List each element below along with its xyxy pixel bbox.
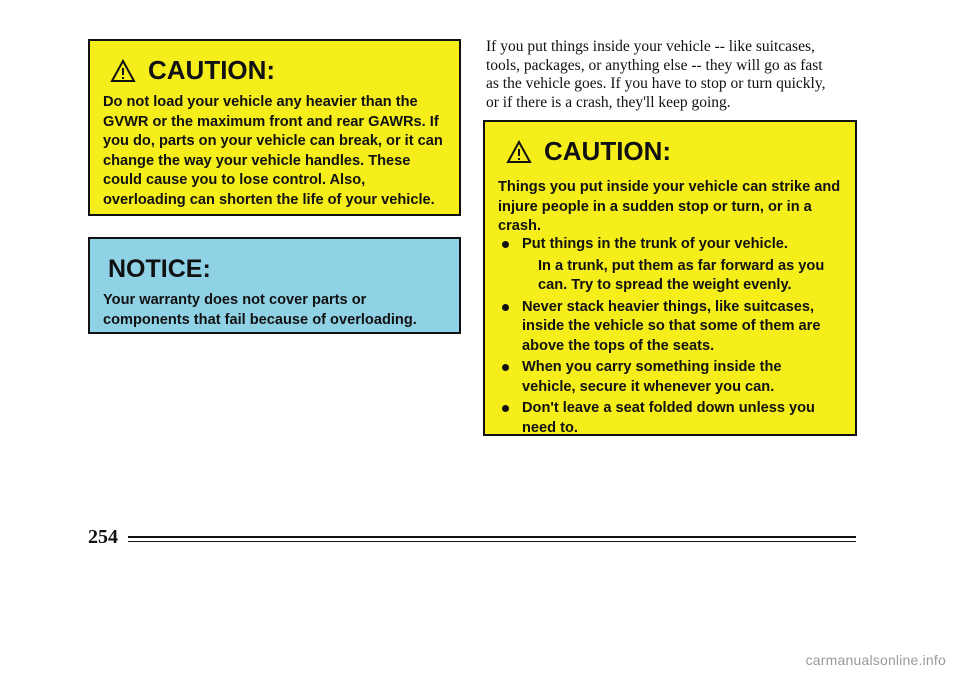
list-item-text: Never stack heavier things, like suitcases, inside the vehicle so that some of them are above the tops of the seats.: [522, 298, 821, 354]
footer-rule-thin: [128, 541, 856, 542]
list-item-text: When you carry something inside the vehicle, secure it whenever you can.: [522, 359, 782, 395]
list-item: [498, 298, 845, 357]
notice-body: Your warranty does not cover parts or components that fail because of overloading.: [103, 292, 417, 328]
notice-box-warranty: [88, 237, 461, 334]
caution-list: [498, 235, 845, 440]
notice-title: NOTICE:: [108, 255, 211, 283]
caution-heading: [110, 55, 275, 86]
bullet-icon: [502, 304, 509, 311]
bullet-icon: [502, 364, 509, 371]
intro-paragraph: If you put things inside your vehicle -- like suitcases, tools, packages, or anything else -- they will go as fast as the vehicle goes. If you have to stop or turn quickly, or if there is a crash, they'll keep going.: [486, 38, 826, 111]
warning-triangle-icon: [110, 59, 136, 83]
caution-title: CAUTION:: [148, 55, 276, 85]
bullet-icon: [502, 241, 509, 248]
caution-heading: [506, 136, 671, 167]
list-item: [498, 235, 845, 255]
caution-title: CAUTION:: [544, 136, 672, 166]
caution-body: Do not load your vehicle any heavier than the GVWR or the maximum front and rear GAWRs. If you do, parts on your vehicle can break, or it can change the way your vehicle handles. These could cause you to lose control. Also, overloading can shorten the life of your vehicle.: [103, 94, 443, 208]
warning-triangle-icon: [506, 140, 532, 164]
list-item: [498, 399, 845, 438]
caution-box-overloading: [88, 39, 461, 216]
list-item-text: Put things in the trunk of your vehicle.: [522, 236, 788, 252]
list-item-text: Don't leave a seat folded down unless you need to.: [522, 400, 815, 436]
page-number: 254: [88, 526, 118, 548]
list-item-subnote: [498, 257, 845, 296]
watermark: carmanualsonline.info: [805, 652, 946, 668]
bullet-icon: [502, 405, 509, 412]
footer-rule: [128, 536, 856, 538]
list-item: [498, 358, 845, 397]
caution-box-cargo: [483, 120, 857, 436]
caution-intro: Things you put inside your vehicle can strike and injure people in a sudden stop or turn, or in a crash.: [498, 179, 841, 234]
list-item-text: In a trunk, put them as far forward as you can. Try to spread the weight evenly.: [538, 257, 825, 293]
